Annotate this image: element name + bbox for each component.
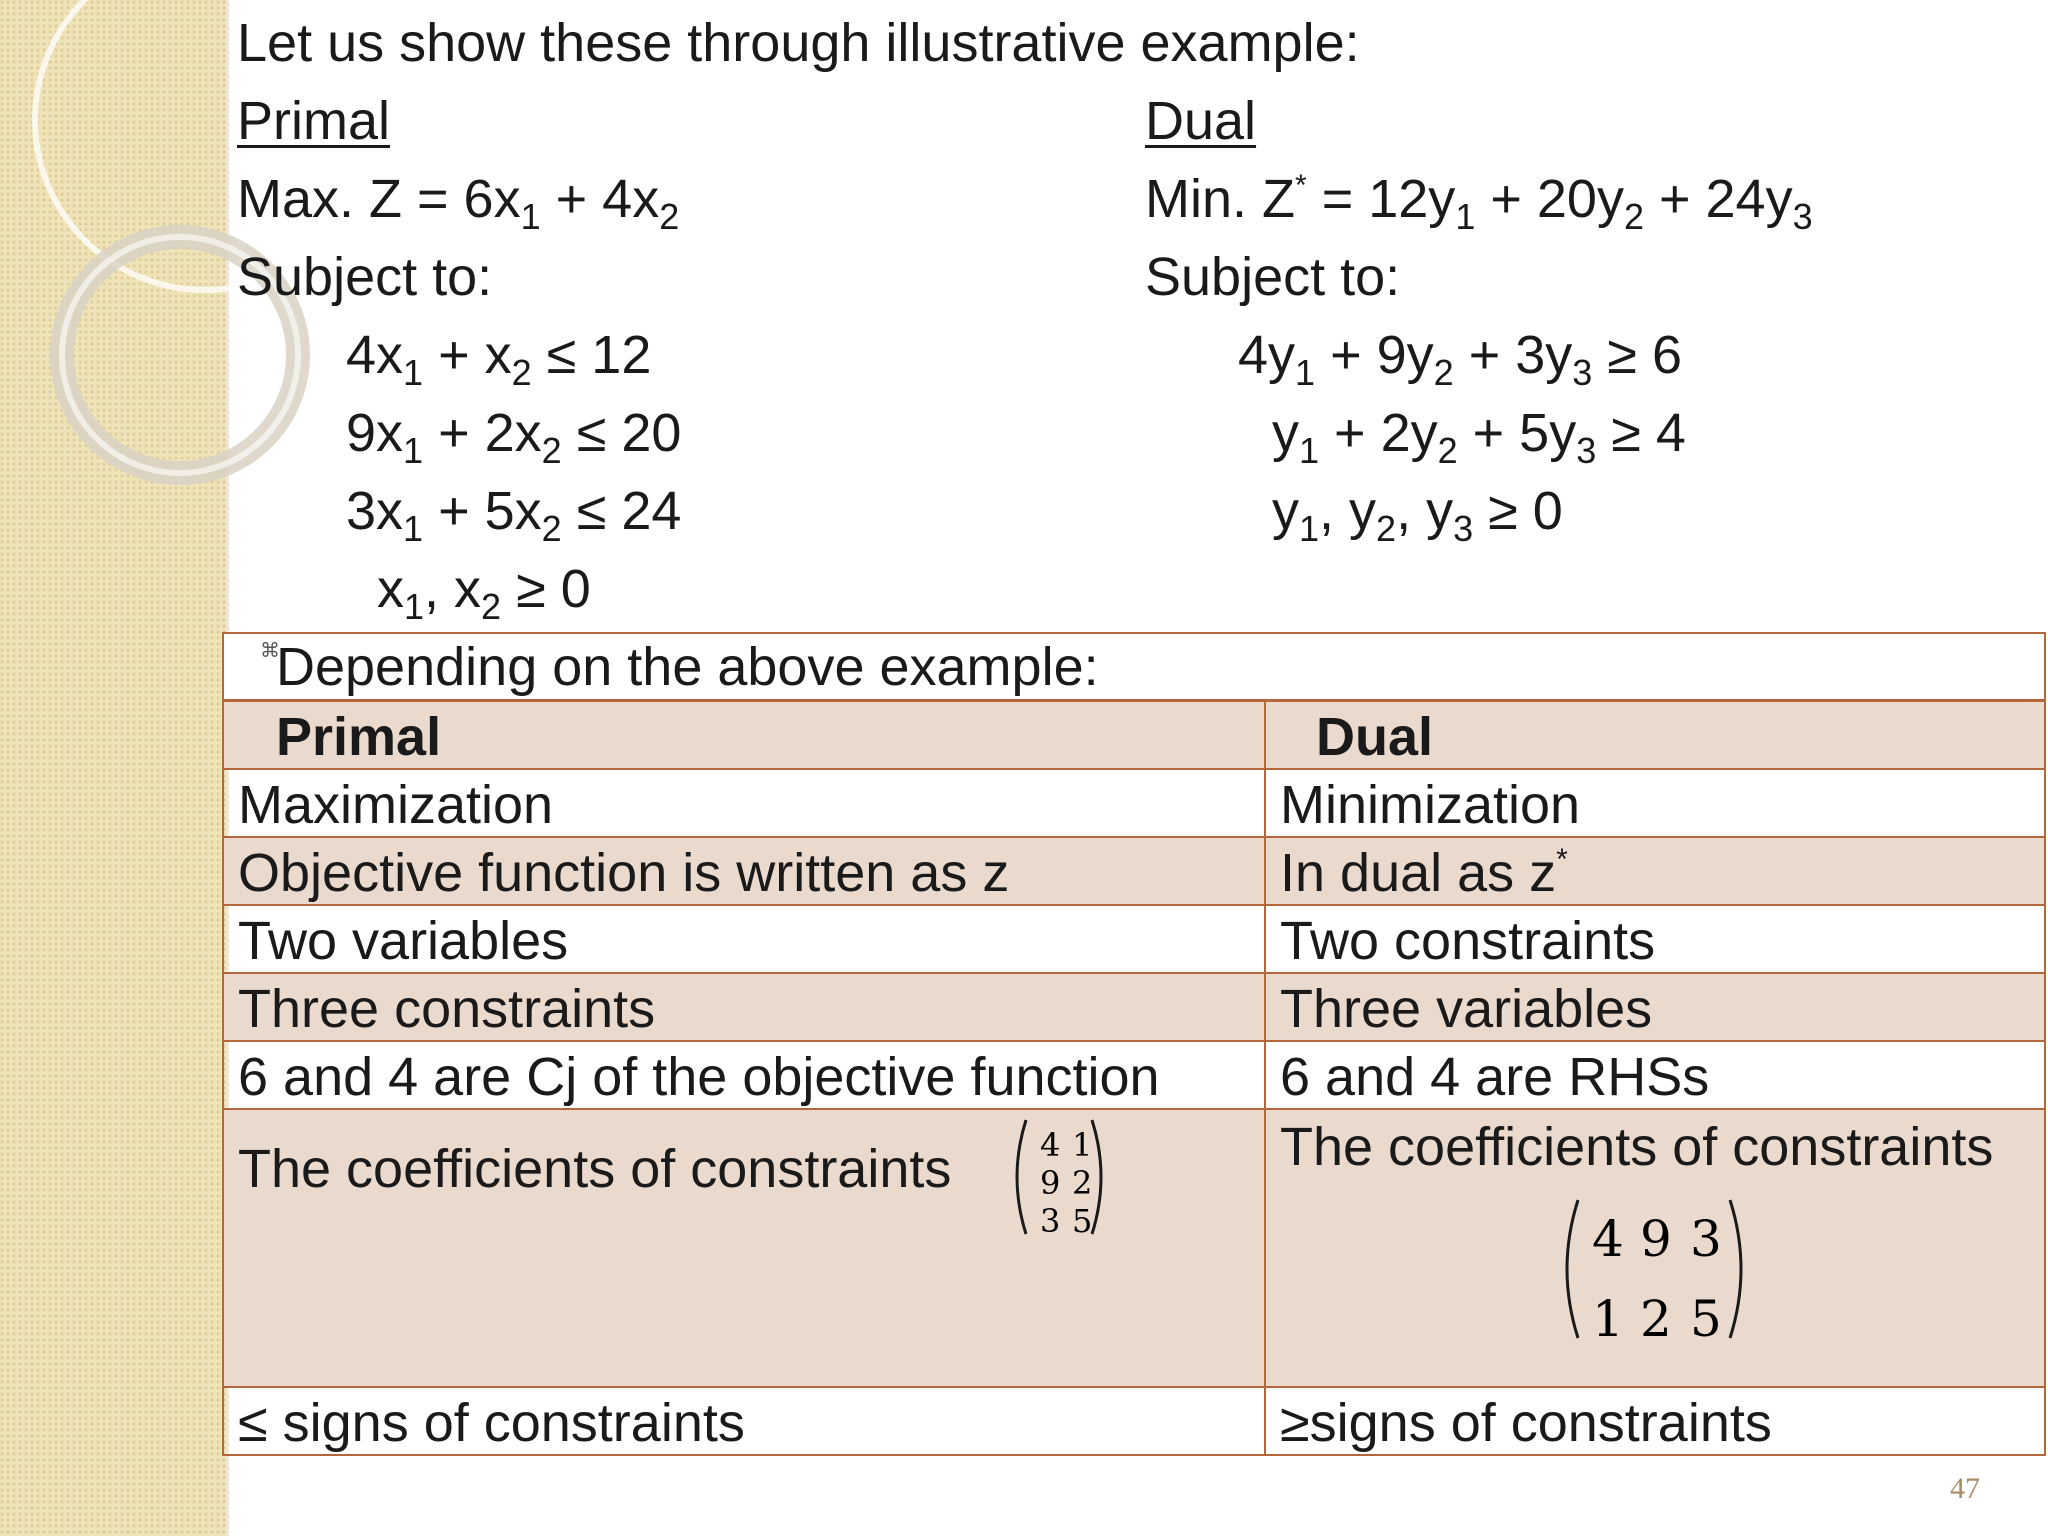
matrix-entry: 1 <box>1592 1290 1624 1344</box>
primal-coefficient-matrix <box>1004 1114 1114 1240</box>
table-row <box>224 1042 2044 1110</box>
cell-dual: In dual as z* <box>1280 843 1568 903</box>
table-caption: Depending on the above example: <box>276 637 1099 697</box>
table-row <box>224 838 2044 906</box>
table-row <box>224 974 2044 1042</box>
page-number: 47 <box>1950 1472 1980 1505</box>
cell-dual: 6 and 4 are RHSs <box>1280 1047 1710 1107</box>
column-divider <box>1264 702 1266 1454</box>
table-caption-row <box>224 634 2044 702</box>
matrix-entry: 2 <box>1072 1164 1093 1202</box>
dual-nonnegativity: $y_1$, $y_2$, $y_3 \ge 0$ <box>1272 481 1563 549</box>
cell-primal: Two variables <box>238 911 569 971</box>
matrix-entry: 9 <box>1040 1164 1061 1202</box>
primal-constraint-1: $4x_1 + x_2 \le 12$ <box>346 325 652 393</box>
cell-dual: The coefficients of constraints <box>1280 1117 1994 1177</box>
matrix-entry: 2 <box>1640 1290 1672 1344</box>
comparison-table <box>222 632 2046 1456</box>
cell-dual: Minimization <box>1280 775 1581 835</box>
cell-primal: Objective function is written as z <box>238 843 1010 903</box>
matrix-entry: 5 <box>1072 1202 1093 1240</box>
table-header-row <box>224 702 2044 770</box>
table-row <box>224 770 2044 838</box>
dual-coefficient-matrix <box>1554 1194 1754 1344</box>
primal-nonnegativity: $x_1$, $x_2 \ge 0$ <box>377 559 591 627</box>
header-dual: Dual <box>1316 707 1434 767</box>
cell-dual: Three variables <box>1280 979 1653 1039</box>
cell-dual: Two constraints <box>1280 911 1656 971</box>
cell-primal: 6 and 4 are Cj of the objective function <box>238 1047 1160 1107</box>
dual-objective: Min. $Z^* = 12y_1 + 20y_2 + 24y_3$ <box>1145 169 1813 237</box>
dual-constraint-2: $y_1 + 2y_2 + 5y_3 \ge 4$ <box>1272 403 1686 471</box>
matrix-entry: 3 <box>1690 1210 1722 1268</box>
table-row <box>224 1110 2044 1388</box>
primal-title: Primal <box>237 91 391 151</box>
dual-subject-to: Subject to: <box>1145 247 1401 307</box>
matrix-entry: 5 <box>1690 1290 1722 1344</box>
table-row <box>224 906 2044 974</box>
anchor-icon: ⌘ <box>260 640 280 662</box>
primal-objective: Max. $Z = 6x_1 + 4x_2$ <box>237 169 680 237</box>
cell-dual: ≥signs of constraints <box>1280 1393 1772 1453</box>
matrix-entry: 3 <box>1040 1202 1061 1240</box>
table-row <box>224 1388 2044 1454</box>
header-primal: Primal <box>276 707 442 767</box>
dual-constraint-1: $4y_1 + 9y_2 + 3y_3 \ge 6$ <box>1238 325 1682 393</box>
matrix-entry: 4 <box>1040 1126 1061 1164</box>
primal-constraint-2: $9x_1 + 2x_2 \le 20$ <box>346 403 682 471</box>
dual-title: Dual <box>1145 91 1257 151</box>
cell-primal: The coefficients of constraints <box>238 1139 952 1199</box>
cell-primal: Three constraints <box>238 979 656 1039</box>
primal-subject-to: Subject to: <box>237 247 493 307</box>
matrix-entry: 1 <box>1072 1126 1093 1164</box>
matrix-entry: 4 <box>1592 1210 1624 1268</box>
matrix-entry: 9 <box>1640 1210 1672 1268</box>
slide-heading: Let us show these through illustrative example: <box>237 13 1360 73</box>
cell-primal: ≤ signs of constraints <box>238 1393 745 1453</box>
cell-primal: Maximization <box>238 775 554 835</box>
primal-constraint-3: $3x_1 + 5x_2 \le 24$ <box>346 481 682 549</box>
